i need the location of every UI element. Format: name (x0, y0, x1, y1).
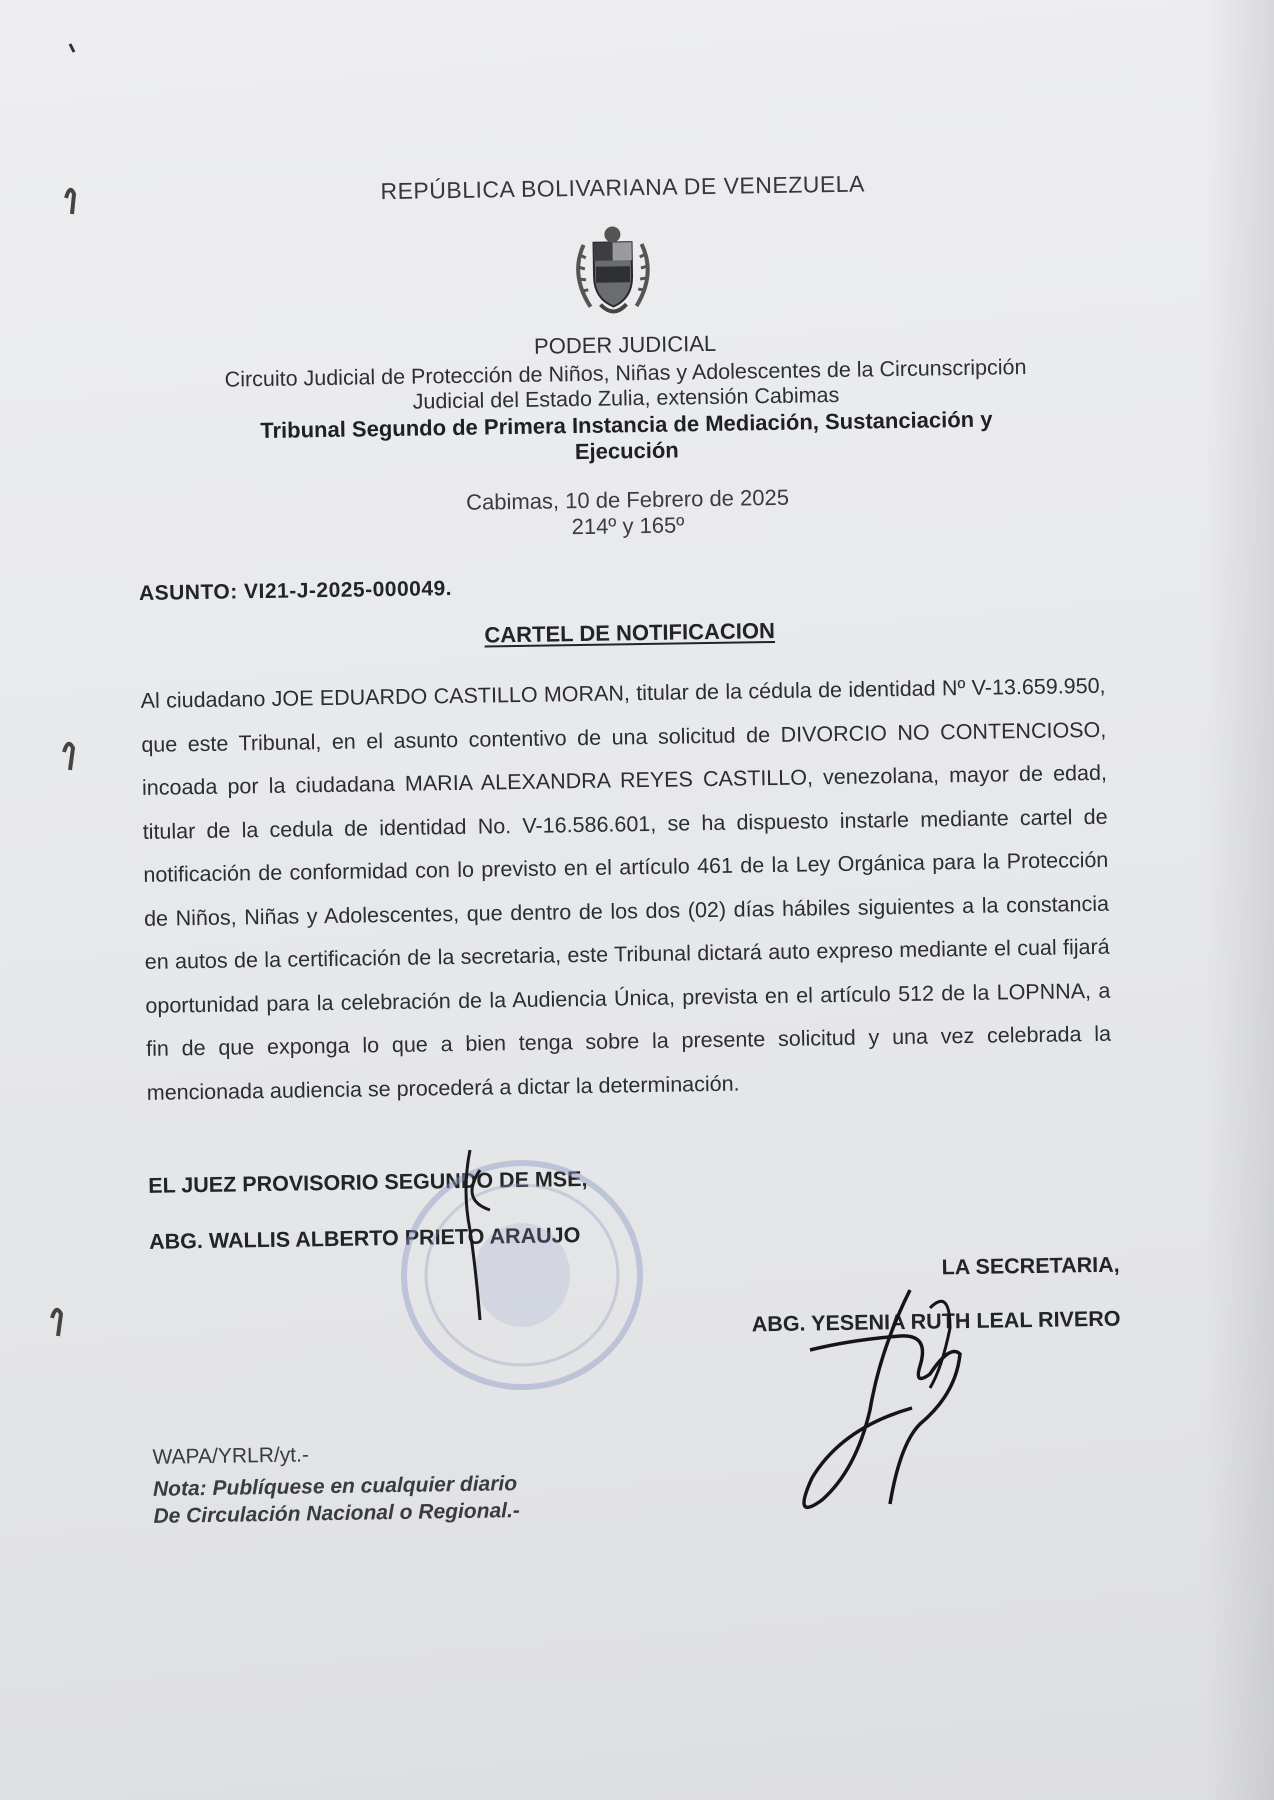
branch-heading: PODER JUDICIAL (533, 330, 717, 359)
note-line-2: De Circulación Nacional o Regional.- (153, 1499, 521, 1528)
judge-title: EL JUEZ PROVISORIO SEGUNDO DE MSE, (148, 1166, 588, 1198)
tribunal-line-1: Tribunal Segundo de Primera Instancia de Mediación, Sustanciación y (260, 406, 993, 444)
publication-note (153, 1470, 520, 1530)
secretary-title: LA SECRETARIA, (941, 1252, 1120, 1280)
circuit-line-1: Circuito Judicial de Protección de Niños, Niñas y Adolescentes de la Circunscripción (224, 354, 1027, 392)
date-line: Cabimas, 10 de Febrero de 2025 (465, 484, 790, 515)
note-line-1: Nota: Publíquese en cualquier diario (152, 1472, 518, 1501)
secretary-name: ABG. YESENIA RUTH LEAL RIVERO (751, 1306, 1121, 1337)
typist-initials: WAPA/YRLR/yt.- (152, 1443, 310, 1469)
era-line: 214º y 165º (571, 512, 685, 540)
coat-of-arms-icon (563, 214, 663, 326)
faint-watermark (698, 1600, 721, 1692)
tribunal-line-2: Ejecución (574, 437, 679, 465)
case-number: ASUNTO: VI21-J-2025-000049. (138, 577, 453, 605)
notification-body: Al ciudadano JOE EDUARDO CASTILLO MORAN, titular de la cédula de identidad Nº V-13.659.950, que este Tribunal, en el asunto contentivo de una solicitud de DIVORCIO NO CONTENCIOSO, incoada por la ciudadana MARIA ALEXANDRA REYES CASTILLO, venezolana, mayor de edad, titular de la cedula de identidad No. V-16.586.601, se ha dispuesto instarle mediante cartel de notificación de conformidad con lo previsto en el artículo 461 de la Ley Orgánica para la Protección de Niños, Niñas y Adolescentes, que dentro de los dos (02) días hábiles siguientes a la constancia en autos de la certificación de la secretaria, este Tribunal dictará auto expreso mediante el cual fijará oportunidad para la celebración de la Audiencia Única, prevista en el artículo 512 de la LOPNNA, a fin de que exponga lo que a bien tenga sobre la presente solicitud y una vez celebrada la mencionada audiencia se procederá a dictar la determinación. (140, 673, 1112, 1105)
circuit-line-2: Judicial del Estado Zulia, extensión Cabimas (412, 382, 840, 414)
judge-signature (430, 1130, 550, 1330)
document-title-text: CARTEL DE NOTIFICACION (484, 617, 776, 648)
judge-name: ABG. WALLIS ALBERTO PRIETO ARAUJO (148, 1223, 581, 1254)
republic-heading: REPÚBLICA BOLIVARIANA DE VENEZUELA (380, 170, 866, 205)
secretary-signature (780, 1280, 1010, 1520)
